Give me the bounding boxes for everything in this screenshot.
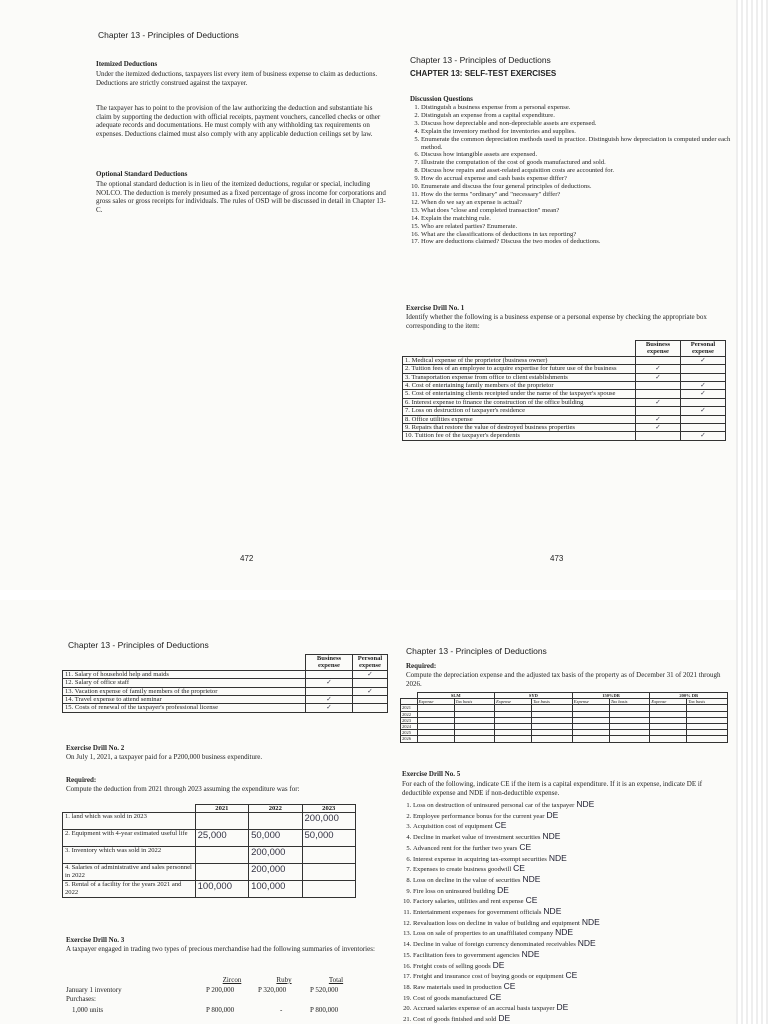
- year-cell: 2023: [401, 717, 418, 723]
- personal-check: [681, 365, 726, 373]
- question: 5. Enumerate the common depreciation methods used in practice. Distinguish how depreciation is computed under each method.: [421, 136, 733, 152]
- question: 4. Explain the inventory method for inventories and supplies.: [421, 128, 733, 136]
- question: 6. Discuss how intangible assets are expensed.: [421, 151, 733, 159]
- list-item: 7. Expenses to create business goodwill CE: [413, 864, 733, 875]
- row-label: 4. Cost of entertaining family members of the proprietor: [403, 382, 636, 390]
- question: 1. Distinguish a business expense from a personal expense.: [421, 104, 733, 112]
- personal-check: [681, 373, 726, 381]
- col-business: Business expense: [636, 341, 681, 357]
- personal-check: ✓: [681, 382, 726, 390]
- question: 2. Distinguish an expense from a capital expenditure.: [421, 112, 733, 120]
- answer-mark: CE: [494, 820, 507, 831]
- expense-table-1: [402, 340, 726, 441]
- deduction-table: [62, 804, 356, 898]
- page-473: [398, 0, 736, 590]
- sub-head: Tax basis: [609, 699, 650, 705]
- amount-cell: [195, 864, 248, 881]
- year-cell: 2024: [401, 724, 418, 730]
- list-item: 9. Fire loss on uninsured building DE: [413, 886, 733, 897]
- empty-cell: [650, 736, 687, 742]
- method-head: 200% DB: [650, 693, 728, 699]
- business-check: ✓: [636, 415, 681, 423]
- answer-mark: NDE: [543, 906, 562, 917]
- list-item: 4. Decline in market value of investment securities NDE: [413, 832, 733, 843]
- table-row: [403, 398, 726, 406]
- question: 14. Explain the matching rule.: [421, 215, 733, 223]
- row-label: 3. Transportation expense from office to client establishments: [403, 373, 636, 381]
- list-item: 2. Employee performance bonus for the current year DE: [413, 811, 733, 822]
- business-check: ✓: [636, 398, 681, 406]
- amount-cell: [195, 813, 248, 830]
- table-row: [63, 687, 388, 695]
- table-row: [403, 356, 726, 364]
- page-475: [398, 600, 736, 1024]
- inv-cell: P 200,000: [206, 986, 235, 994]
- table-row: [403, 424, 726, 432]
- answer-mark: CE: [519, 841, 532, 852]
- table-row: [403, 432, 726, 440]
- required-label: Required:: [406, 662, 437, 670]
- inv-header-ruby: Ruby: [276, 976, 292, 984]
- empty-cell: [454, 736, 495, 742]
- personal-check: ✓: [681, 407, 726, 415]
- table-row: [63, 881, 356, 898]
- amount-cell: 50,000: [249, 830, 302, 847]
- answer-mark: NDE: [581, 916, 600, 927]
- amount-cell: 200,000: [249, 847, 302, 864]
- year-cell: 2021: [401, 705, 418, 711]
- business-check: ✓: [306, 696, 353, 704]
- answer-mark: DE: [498, 1013, 511, 1024]
- answer-mark: DE: [492, 959, 505, 970]
- year-header: 2021: [195, 805, 248, 813]
- question: 10. Enumerate and discuss the four general principles of deductions.: [421, 183, 733, 191]
- row-label: 2. Tuition fees of an employee to acquire expertise for future use of the business: [403, 365, 636, 373]
- inv-row2-label: 1,000 units: [72, 1006, 104, 1014]
- answer-mark: NDE: [576, 799, 595, 809]
- exercise3-title: Exercise Drill No. 3: [66, 936, 125, 944]
- answer-mark: CE: [525, 895, 538, 906]
- row-label: 8. Office utilities expense: [403, 415, 636, 423]
- personal-check: [681, 424, 726, 432]
- exercise2-required: Compute the deduction from 2021 through 2023 assuming the expenditure was for:: [66, 785, 300, 793]
- sub-head: Expense: [495, 699, 532, 705]
- table-row: [63, 813, 356, 830]
- table-row: [403, 365, 726, 373]
- amount-cell: [302, 881, 355, 898]
- page-number: 472: [240, 554, 254, 563]
- question: 8. Discuss how repairs and asset-related acquisition costs are accounted for.: [421, 167, 733, 175]
- row-label: 11. Salary of household help and maids: [63, 670, 306, 678]
- expense-table-2: [62, 654, 388, 713]
- amount-cell: 200,000: [249, 864, 302, 881]
- list-item: 14. Decline in value of foreign currency denominated receivables NDE: [413, 939, 733, 950]
- question: 7. Illustrate the computation of the cost of goods manufactured and sold.: [421, 159, 733, 167]
- row-label: 10. Tuition fee of the taxpayer's dependents: [403, 432, 636, 440]
- business-check: ✓: [636, 365, 681, 373]
- row-label: 6. Interest expense to finance the construction of the office building: [403, 398, 636, 406]
- col-business: Business expense: [306, 655, 353, 671]
- chapter-title: CHAPTER 13: SELF-TEST EXERCISES: [410, 69, 557, 78]
- book-page-edge: [736, 0, 768, 1024]
- exercise5-text: For each of the following, indicate CE if the item is a capital expenditure. If it is an expense, indicate DE if deductible expense and NDE if non-deductible expense.: [402, 780, 703, 797]
- question: 12. When do we say an expense is actual?: [421, 199, 733, 207]
- question: 15. Who are related parties? Enumerate.: [421, 223, 733, 231]
- row-label: 15. Costs of renewal of the taxpayer's professional license: [63, 704, 306, 712]
- answer-mark: DE: [546, 809, 559, 820]
- question: 11. How do the terms "ordinary" and "necessary" differ?: [421, 191, 733, 199]
- answer-mark: CE: [513, 863, 525, 874]
- business-check: ✓: [306, 704, 353, 712]
- table-row: [403, 382, 726, 390]
- personal-check: ✓: [681, 432, 726, 440]
- row-label: 5. Rental of a facility for the years 2021 and 2022: [63, 881, 196, 898]
- amount-cell: [249, 813, 302, 830]
- row-label: 4. Salaries of administrative and sales personnel in 2022: [63, 864, 196, 881]
- amount-cell: 50,000: [302, 830, 355, 847]
- year-cell: 2022: [401, 711, 418, 717]
- year-header: 2023: [302, 805, 355, 813]
- answer-mark: CE: [565, 970, 578, 981]
- empty-cell: [572, 736, 609, 742]
- point-text: The taxpayer has to point to the provision of the law authorizing the deduction and substantiate his claim by supporting the deduction with official receipts, payment vouchers, cancelled checks or other adequate records and documentations. He must comply with any withholding tax requirements on expenses. Deductions claimed must also comply with any applicable deduction ceilings set by law.: [96, 104, 381, 138]
- inv-cell: P 800,000: [206, 1006, 235, 1014]
- amount-cell: [302, 864, 355, 881]
- empty-cell: [609, 736, 650, 742]
- list-item: 17. Freight and insurance cost of buying goods or equipment CE: [413, 971, 733, 982]
- table-row: [63, 847, 356, 864]
- table-row: [63, 679, 388, 687]
- empty-cell: [532, 736, 573, 742]
- answer-mark: NDE: [521, 948, 540, 959]
- answer-mark: NDE: [542, 831, 561, 842]
- table-row: [63, 704, 388, 712]
- table-row: [63, 696, 388, 704]
- year-header: 2022: [249, 805, 302, 813]
- personal-check: ✓: [681, 390, 726, 398]
- business-check: [306, 687, 353, 695]
- table-row: [403, 407, 726, 415]
- list-item: 3. Acquisition cost of equipment CE: [413, 821, 733, 832]
- question: 13. What does "close and completed transaction" mean?: [421, 207, 733, 215]
- amount-cell: [195, 847, 248, 864]
- exercise5-list: [402, 800, 733, 1024]
- inv-cell: P 800,000: [310, 1006, 339, 1014]
- list-item: 10. Factory salaries, utilities and rent expense CE: [413, 896, 733, 907]
- question: 17. How are deductions claimed? Discuss the two modes of deductions.: [421, 238, 733, 246]
- osd-title: Optional Standard Deductions: [96, 170, 188, 178]
- answer-mark: NDE: [548, 852, 567, 863]
- empty-cell: [687, 736, 728, 742]
- list-item: 15. Facilitation fees to government agencies NDE: [413, 950, 733, 961]
- business-check: ✓: [636, 424, 681, 432]
- list-item: 13. Loss on sale of properties to an unaffiliated company NDE: [413, 928, 733, 939]
- business-check: [306, 670, 353, 678]
- sub-head: Expense: [650, 699, 687, 705]
- page-header: Chapter 13 - Principles of Deductions: [68, 640, 209, 650]
- table-row: [403, 373, 726, 381]
- list-item: 18. Raw materials used in production CE: [413, 982, 733, 993]
- sub-head: Expense: [572, 699, 609, 705]
- list-item: 19. Cost of goods manufactured CE: [413, 993, 733, 1004]
- question: 9. How do accrual expense and cash basis expense differ?: [421, 175, 733, 183]
- table-row: [403, 415, 726, 423]
- amount-cell: 200,000: [302, 813, 355, 830]
- list-item: 20. Accrued salaries expense of an accrual basis taxpayer DE: [413, 1003, 733, 1014]
- personal-check: [681, 398, 726, 406]
- page-header: Chapter 13 - Principles of Deductions: [98, 30, 239, 40]
- list-item: 8. Loss on decline in the value of securities NDE: [413, 875, 733, 886]
- page-header: Chapter 13 - Principles of Deductions: [410, 55, 551, 65]
- col-personal: Personal expense: [681, 341, 726, 357]
- inv-row1-label: January 1 inventory: [66, 986, 122, 994]
- personal-check: ✓: [353, 687, 388, 695]
- purchases-label: Purchases:: [66, 995, 96, 1003]
- list-item: 11. Entertainment expenses for government officials NDE: [413, 907, 733, 918]
- empty-cell: [495, 736, 532, 742]
- page-472: [0, 0, 398, 590]
- exercise2-title: Exercise Drill No. 2: [66, 744, 125, 752]
- list-item: 6. Interest expense in acquiring tax-exempt securities NDE: [413, 854, 733, 865]
- discussion-list: [410, 104, 733, 246]
- year-cell: 2025: [401, 730, 418, 736]
- table-row: [403, 390, 726, 398]
- empty-cell: [417, 736, 454, 742]
- method-head: SYD: [495, 693, 573, 699]
- exercise2-text: On July 1, 2021, a taxpayer paid for a P200,000 business expenditure.: [66, 753, 263, 761]
- exercise5-title: Exercise Drill No. 5: [402, 770, 461, 778]
- business-check: [636, 432, 681, 440]
- page-474: [0, 600, 398, 1024]
- inv-cell: P 320,000: [258, 986, 287, 994]
- itemized-text: Under the itemized deductions, taxpayers list every item of business expense to claim as deductions. Deductions are strictly construed against the taxpayer.: [96, 70, 378, 87]
- row-label: 3. Inventory which was sold in 2022: [63, 847, 196, 864]
- list-item: 12. Revaluation loss on decline in value of building and equipment NDE: [413, 918, 733, 929]
- amount-cell: 100,000: [249, 881, 302, 898]
- exercise1-text: Identify whether the following is a business expense or a personal expense by checking the appropriate box corresponding to the item:: [406, 313, 707, 330]
- list-item: 16. Freight costs of selling goods DE: [413, 961, 733, 972]
- row-label: 2. Equipment with 4-year estimated useful life: [63, 830, 196, 847]
- amount-cell: 25,000: [195, 830, 248, 847]
- inv-cell: -: [280, 1006, 283, 1014]
- answer-mark: CE: [489, 991, 502, 1002]
- business-check: [636, 382, 681, 390]
- itemized-title: Itemized Deductions: [96, 60, 158, 68]
- business-check: ✓: [636, 373, 681, 381]
- list-item: 1. Loss on destruction of uninsured personal car of the taxpayer NDE: [413, 800, 733, 811]
- answer-mark: DE: [556, 1002, 569, 1013]
- year-cell: 2026: [401, 736, 418, 742]
- row-label: 13. Vacation expense of family members of the proprietor: [63, 687, 306, 695]
- answer-mark: DE: [497, 884, 509, 895]
- business-check: [636, 407, 681, 415]
- sub-head: Expense: [417, 699, 454, 705]
- table-row: [63, 830, 356, 847]
- method-head: SLM: [417, 693, 495, 699]
- answer-mark: NDE: [555, 927, 574, 938]
- answer-mark: CE: [503, 980, 516, 991]
- row-label: 12. Salary of office staff: [63, 679, 306, 687]
- sub-head: Tax basis: [687, 699, 728, 705]
- page-header: Chapter 13 - Principles of Deductions: [406, 646, 547, 656]
- answer-mark: NDE: [577, 938, 596, 949]
- personal-check: [353, 704, 388, 712]
- amount-cell: 100,000: [195, 881, 248, 898]
- method-head: 150%DB: [572, 693, 650, 699]
- personal-check: [353, 679, 388, 687]
- question: 3. Discuss how depreciable and non-depreciable assets are expensed.: [421, 120, 733, 128]
- row-label: 1. Medical expense of the proprietor (business owner): [403, 356, 636, 364]
- inv-header-total: Total: [328, 976, 344, 984]
- row-label: 7. Loss on destruction of taxpayer's residence: [403, 407, 636, 415]
- list-item: 21. Cost of goods finished and sold DE: [413, 1014, 733, 1024]
- col-personal: Personal expense: [353, 655, 388, 671]
- required-label: Required:: [66, 776, 97, 784]
- sub-head: Tax basis: [454, 699, 495, 705]
- list-item: 5. Advanced rent for the further two years CE: [413, 843, 733, 854]
- sub-head: Tax basis: [532, 699, 573, 705]
- inv-header-zircon: Zircon: [222, 976, 242, 984]
- personal-check: ✓: [681, 356, 726, 364]
- personal-check: ✓: [353, 670, 388, 678]
- table-row: [63, 670, 388, 678]
- osd-text: The optional standard deduction is in lieu of the itemized deductions, regular or special, including NOLCO. The deduction is merely presumed as a fixed percentage of gross income for corporations and gross sales or gross receipts for individuals. The rules of OSD will be discussed in detail in Chapter 13-C.: [96, 180, 386, 214]
- required-text: Compute the depreciation expense and the adjusted tax basis of the property as of December 31 of 2021 through 2026.: [406, 671, 721, 688]
- row-label: 9. Repairs that restore the value of destroyed business properties: [403, 424, 636, 432]
- business-check: [636, 390, 681, 398]
- row-label: 1. land which was sold in 2023: [63, 813, 196, 830]
- row-label: 5. Cost of entertaining clients receipted under the name of the taxpayer's spouse: [403, 390, 636, 398]
- question: 16. What are the classifications of deductions in tax reporting?: [421, 231, 733, 239]
- business-check: ✓: [306, 679, 353, 687]
- business-check: [636, 356, 681, 364]
- exercise3-text: A taxpayer engaged in trading two types of precious merchandise had the following summaries of inventories:: [66, 945, 375, 953]
- table-row: [401, 736, 728, 742]
- discussion-title: Discussion Questions: [410, 95, 473, 103]
- exercise1-title: Exercise Drill No. 1: [406, 304, 465, 312]
- inv-cell: P 520,000: [310, 986, 339, 994]
- page-number: 473: [550, 554, 564, 563]
- amount-cell: [302, 847, 355, 864]
- personal-check: [353, 696, 388, 704]
- row-label: 14. Travel expense to attend seminar: [63, 696, 306, 704]
- depreciation-table: [400, 692, 728, 743]
- table-row: [63, 864, 356, 881]
- personal-check: [681, 415, 726, 423]
- answer-mark: NDE: [522, 873, 541, 884]
